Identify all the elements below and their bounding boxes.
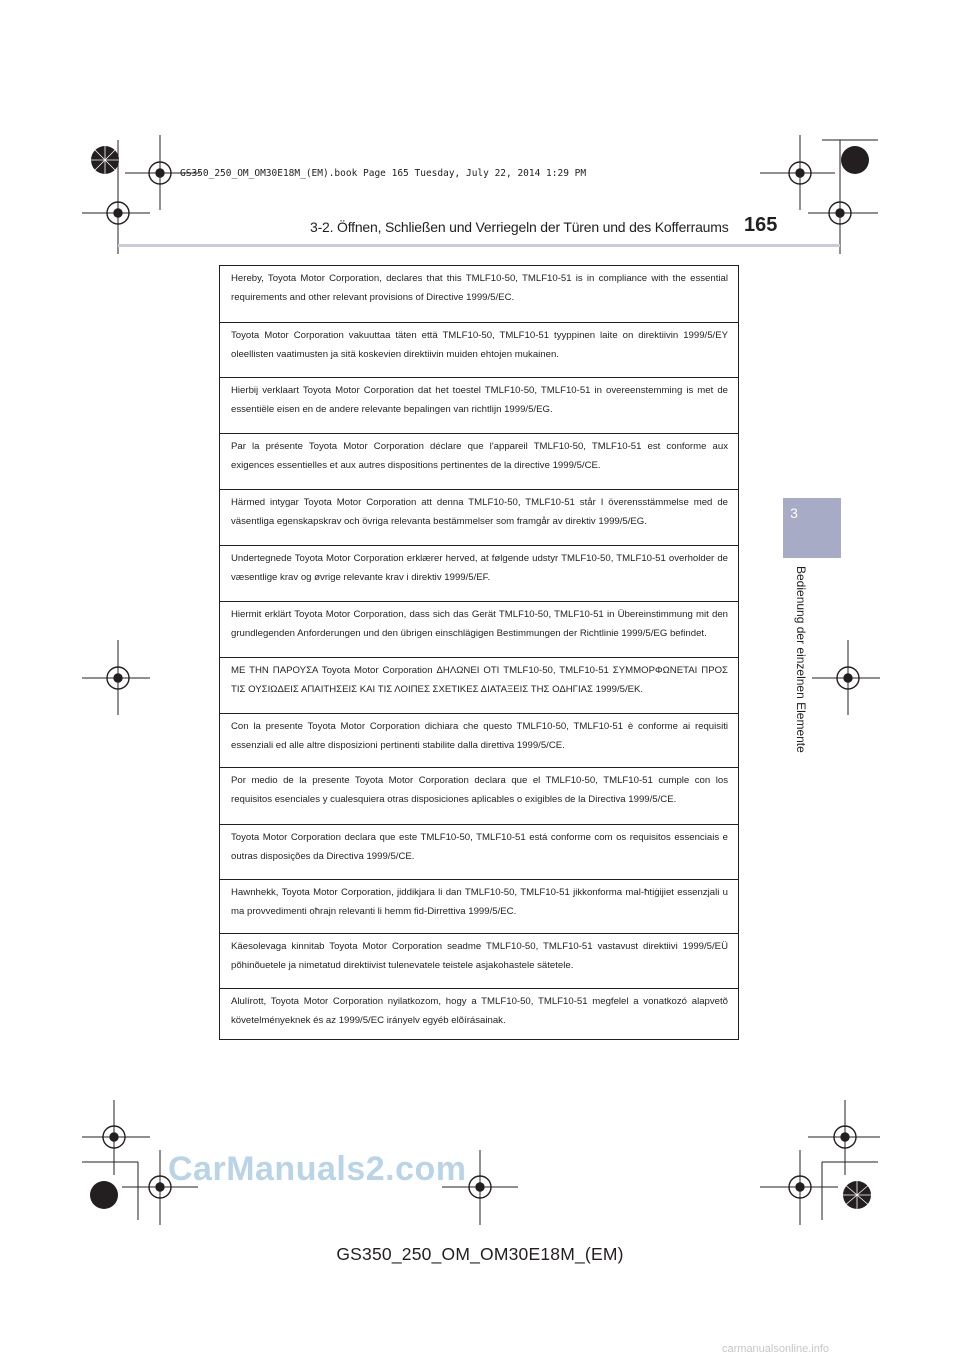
manual-code: GS350_250_OM_OM30E18M_(EM) xyxy=(336,1244,624,1264)
declaration-french: Par la présente Toyota Motor Corporation déclare que l'appareil TMLF10-50, TMLF10-51 est conforme aux exigences essentielles et aux autres dispositions pertinentes de la directive 1999/5/CE. xyxy=(220,433,738,489)
declaration-greek: ΜΕ ΤΗΝ ΠΑΡΟΥΣΑ Toyota Motor Corporation ΔΗΛΩΝΕΙ ΟΤΙ TMLF10-50, TMLF10-51 ΣΥΜΜΟΡΦΩΝΕΤΑΙ ΠΡΟΣ ΤΙΣ ΟΥΣΙΩΔΕΙΣ ΑΠΑΙΤΗΣΕΙΣ ΚΑΙ ΤΙΣ ΛΟΙΠΕΣ ΣΧΕΤΙΚΕΣ ΔΙΑΤΑΞΕΙΣ ΤΗΣ ΟΔΗΓΙΑΣ 1999/5/ΕΚ. xyxy=(220,657,738,713)
declaration-hungarian: Alulírott, Toyota Motor Corporation nyilatkozom, hogy a TMLF10-50, TMLF10-51 megfelel a vonatkozó alapvetõ követelményeknek és az 1999/5/EC irányelv egyéb elõírásainak. xyxy=(220,988,738,1041)
header-rule xyxy=(118,244,840,247)
declaration-italian: Con la presente Toyota Motor Corporation dichiara che questo TMLF10-50, TMLF10-51 è conforme ai requisiti essenziali ed alle altre disposizioni pertinenti stabilite dalla direttiva 1999/5/CE. xyxy=(220,713,738,767)
book-info-line: GS350_250_OM_OM30E18M_(EM).book Page 165 Tuesday, July 22, 2014 1:29 PM xyxy=(180,168,587,179)
declaration-finnish: Toyota Motor Corporation vakuuttaa täten että TMLF10-50, TMLF10-51 tyyppinen laite on direktiivin 1999/5/EY oleellisten vaatimusten ja sitä koskevien direktiivin muiden ehtojen mukainen. xyxy=(220,322,738,377)
chapter-number: 3 xyxy=(790,505,798,521)
watermark-carmanualsonline: carmanualsonline.info xyxy=(722,1343,830,1355)
page-number: 165 xyxy=(744,214,778,236)
declaration-english: Hereby, Toyota Motor Corporation, declares that this TMLF10-50, TMLF10-51 is in compliance with the essential requirements and other relevant provisions of Directive 1999/5/EC. xyxy=(231,273,728,303)
declaration-german: Hiermit erklärt Toyota Motor Corporation, dass sich das Gerät TMLF10-50, TMLF10-51 in Übereinstimmung mit den grundlegenden Anforderungen und den übrigen einschlägigen Bestimmungen der Richtlinie 1999/5/EG befindet. xyxy=(220,601,738,657)
declaration-estonian: Käesolevaga kinnitab Toyota Motor Corporation seadme TMLF10-50, TMLF10-51 vastavust direktiivi 1999/5/EÜ põhinõuetele ja nimetatud direktiivist tulenevatele teistele asjakohastele sätetele. xyxy=(220,933,738,988)
section-title: 3-2. Öffnen, Schließen und Verriegeln der Türen und des Kofferraums xyxy=(310,219,729,235)
declaration-maltese: Hawnhekk, Toyota Motor Corporation, jiddikjara li dan TMLF10-50, TMLF10-51 jikkonforma mal-ħtiġijiet essenzjali u ma provvedimenti oħrajn relevanti li hemm fid-Dirrettiva 1999/5/EC. xyxy=(220,879,738,933)
chapter-title-vertical: Bedienung der einzelnen Elemente xyxy=(794,566,808,753)
declaration-swedish: Härmed intygar Toyota Motor Corporation att denna TMLF10-50, TMLF10-51 står I överensstämmelse med de väsentliga egenskapskrav och övriga relevanta bestämmelser som framgår av direktiv 1999/5/EG. xyxy=(220,489,738,545)
declaration-spanish: Por medio de la presente Toyota Motor Corporation declara que el TMLF10-50, TMLF10-51 cumple con los requisitos esenciales y cualesquiera otras disposiciones aplicables o exigibles de la Directiva 1999/5/CE. xyxy=(220,767,738,824)
declaration-danish: Undertegnede Toyota Motor Corporation erklærer herved, at følgende udstyr TMLF10-50, TMLF10-51 overholder de væsentlige krav og øvrige relevante krav i direktiv 1999/5/EF. xyxy=(220,545,738,601)
declaration-portuguese: Toyota Motor Corporation declara que este TMLF10-50, TMLF10-51 está conforme com os requisitos essenciais e outras disposições da Directiva 1999/5/CE. xyxy=(220,824,738,879)
declaration-dutch: Hierbij verklaart Toyota Motor Corporation dat het toestel TMLF10-50, TMLF10-51 in overeenstemming is met de essentiële eisen en de andere relevante bepalingen van richtlijn 1999/5/EG. xyxy=(220,377,738,433)
declaration-table xyxy=(219,265,739,1040)
watermark-carmanuals2: CarManuals2.com xyxy=(168,1150,467,1188)
